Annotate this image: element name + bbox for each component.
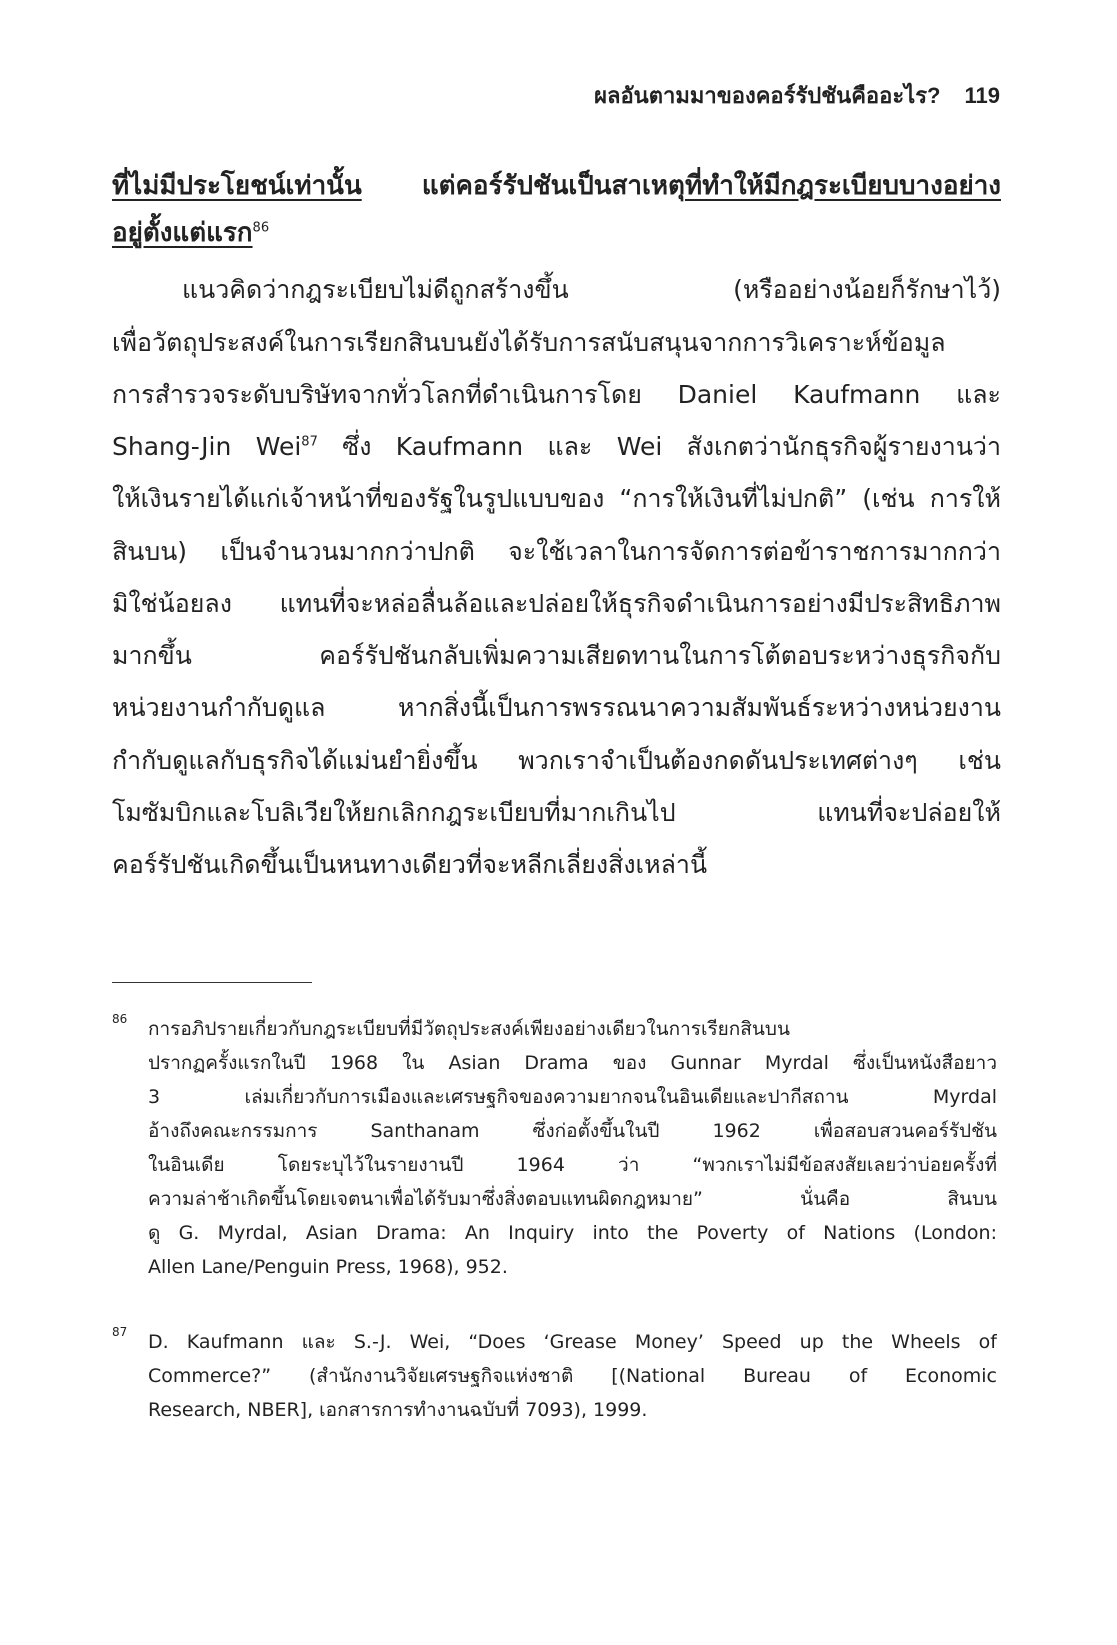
paragraph-line-7: มิใช่น้อยลง แทนที่จะหล่อลื่นล้อและปล่อยให้ธุรกิจดำเนินการอย่างมีประสิทธิภาพ [112,589,1001,618]
heading-underlined-3: อยู่ตั้งแต่แรก [112,218,253,248]
paragraph-line-10: กำกับดูแลกับธุรกิจได้แม่นยำยิ่งขึ้น พวกเราจำเป็นต้องกดดันประเทศต่างๆ เช่น [112,746,1001,775]
footnote-ref-86: 86 [252,220,270,236]
footnote-line: 3 เล่มเกี่ยวกับการเมืองและเศรษฐกิจของความยากจนในอินเดียและปากีสถาน Myrdal [148,1086,997,1108]
paragraph-line-4 [112,425,1001,469]
line-4-end: ซึ่ง Kaufmann และ Wei สังเกตว่านักธุรกิจผู้รายงานว่า [317,432,1001,461]
footnote-line: อ้างถึงคณะกรรมการ Santhanam ซึ่งก่อตั้งขึ้นในปี 1962 เพื่อสอบสวนคอร์รัปชัน [148,1120,997,1142]
footnote-86 [112,1012,997,1292]
footnote-line: ในอินเดีย โดยระบุไว้ในรายงานปี 1964 ว่า “พวกเราไม่มีข้อสงสัยเลยว่าบ่อยครั้งที่ [148,1154,997,1176]
heading-underlined-1: ที่ไม่มีประโยชน์เท่านั้น [112,171,362,201]
paragraph-line-9: หน่วยงานกำกับดูแล หากสิ่งนี้เป็นการพรรณนาความสัมพันธ์ระหว่างหน่วยงาน [112,693,1001,722]
footnote-line: D. Kaufmann และ S.-J. Wei, “Does ‘Grease Money’ Speed up the Wheels of [148,1331,997,1353]
heading-line-1 [112,164,1001,208]
page-number: 119 [964,83,1000,108]
heading-underlined-2: ที่ทำให้มีกฎระเบียบบางอย่าง [684,171,1001,201]
paragraph-line-3: การสำรวจระดับบริษัทจากทั่วโลกที่ดำเนินการโดย Daniel Kaufmann และ [112,380,1001,409]
footnote-line: Allen Lane/Penguin Press, 1968), 952. [148,1256,508,1278]
paragraph-line-8: มากขึ้น คอร์รัปชันกลับเพิ่มความเสียดทานในการโต้ตอบระหว่างธุรกิจกับ [112,641,1001,670]
paragraph-line-12: คอร์รัปชันเกิดขึ้นเป็นหนทางเดียวที่จะหลีกเลี่ยงสิ่งเหล่านี้ [112,850,708,879]
running-title: ผลอันตามมาของคอร์รัปชันคืออะไร? [594,83,941,108]
paragraph-line-11: โมซัมบิกและโบลิเวียให้ยกเลิกกฎระเบียบที่มากเกินไป แทนที่จะปล่อยให้ [112,798,1001,827]
footnote-number: 86 [112,1012,128,1026]
running-header [594,78,1000,113]
footnote-line: ดู G. Myrdal, Asian Drama: An Inquiry into the Poverty of Nations (London: [148,1222,997,1244]
footnote-87 [112,1325,997,1435]
paragraph-line-6: สินบน) เป็นจำนวนมากกว่าปกติ จะใช้เวลาในการจัดการต่อข้าราชการมากกว่า [112,537,1001,566]
footnote-line: Commerce?” (สำนักงานวิจัยเศรษฐกิจแห่งชาติ [(National Bureau of Economic [148,1365,997,1387]
footnote-line: ปรากฏครั้งแรกในปี 1968 ใน Asian Drama ของ Gunnar Myrdal ซึ่งเป็นหนังสือยาว [148,1052,997,1074]
footnote-separator [112,982,312,983]
footnote-line: การอภิปรายเกี่ยวกับกฎระเบียบที่มีวัตถุประสงค์เพียงอย่างเดียวในการเรียกสินบน [148,1018,790,1040]
footnote-line: ความล่าช้าเกิดขึ้นโดยเจตนาเพื่อได้รับมาซึ่งสิ่งตอบแทนผิดกฎหมาย” นั่นคือ สินบน [148,1188,997,1210]
paragraph-line-2: เพื่อวัตถุประสงค์ในการเรียกสินบนยังได้รับการสนับสนุนจากการวิเคราะห์ข้อมูล [112,328,946,357]
heading-line-2 [112,211,1001,255]
paragraph-line-5: ให้เงินรายได้แก่เจ้าหน้าที่ของรัฐในรูปแบบของ “การให้เงินที่ไม่ปกติ” (เช่น การให้ [112,484,1001,513]
footnote-ref-87: 87 [301,434,318,450]
line-4-start: Shang-Jin Wei [112,432,302,461]
heading-middle: แต่คอร์รัปชันเป็นสาเหตุ [361,171,685,201]
footnote-line: Research, NBER], เอกสารการทำงานฉบับที่ 7093), 1999. [148,1399,648,1421]
paragraph-line-1: แนวคิดว่ากฎระเบียบไม่ดีถูกสร้างขึ้น (หรืออย่างน้อยก็รักษาไว้) [182,275,1001,304]
footnote-number: 87 [112,1325,128,1339]
